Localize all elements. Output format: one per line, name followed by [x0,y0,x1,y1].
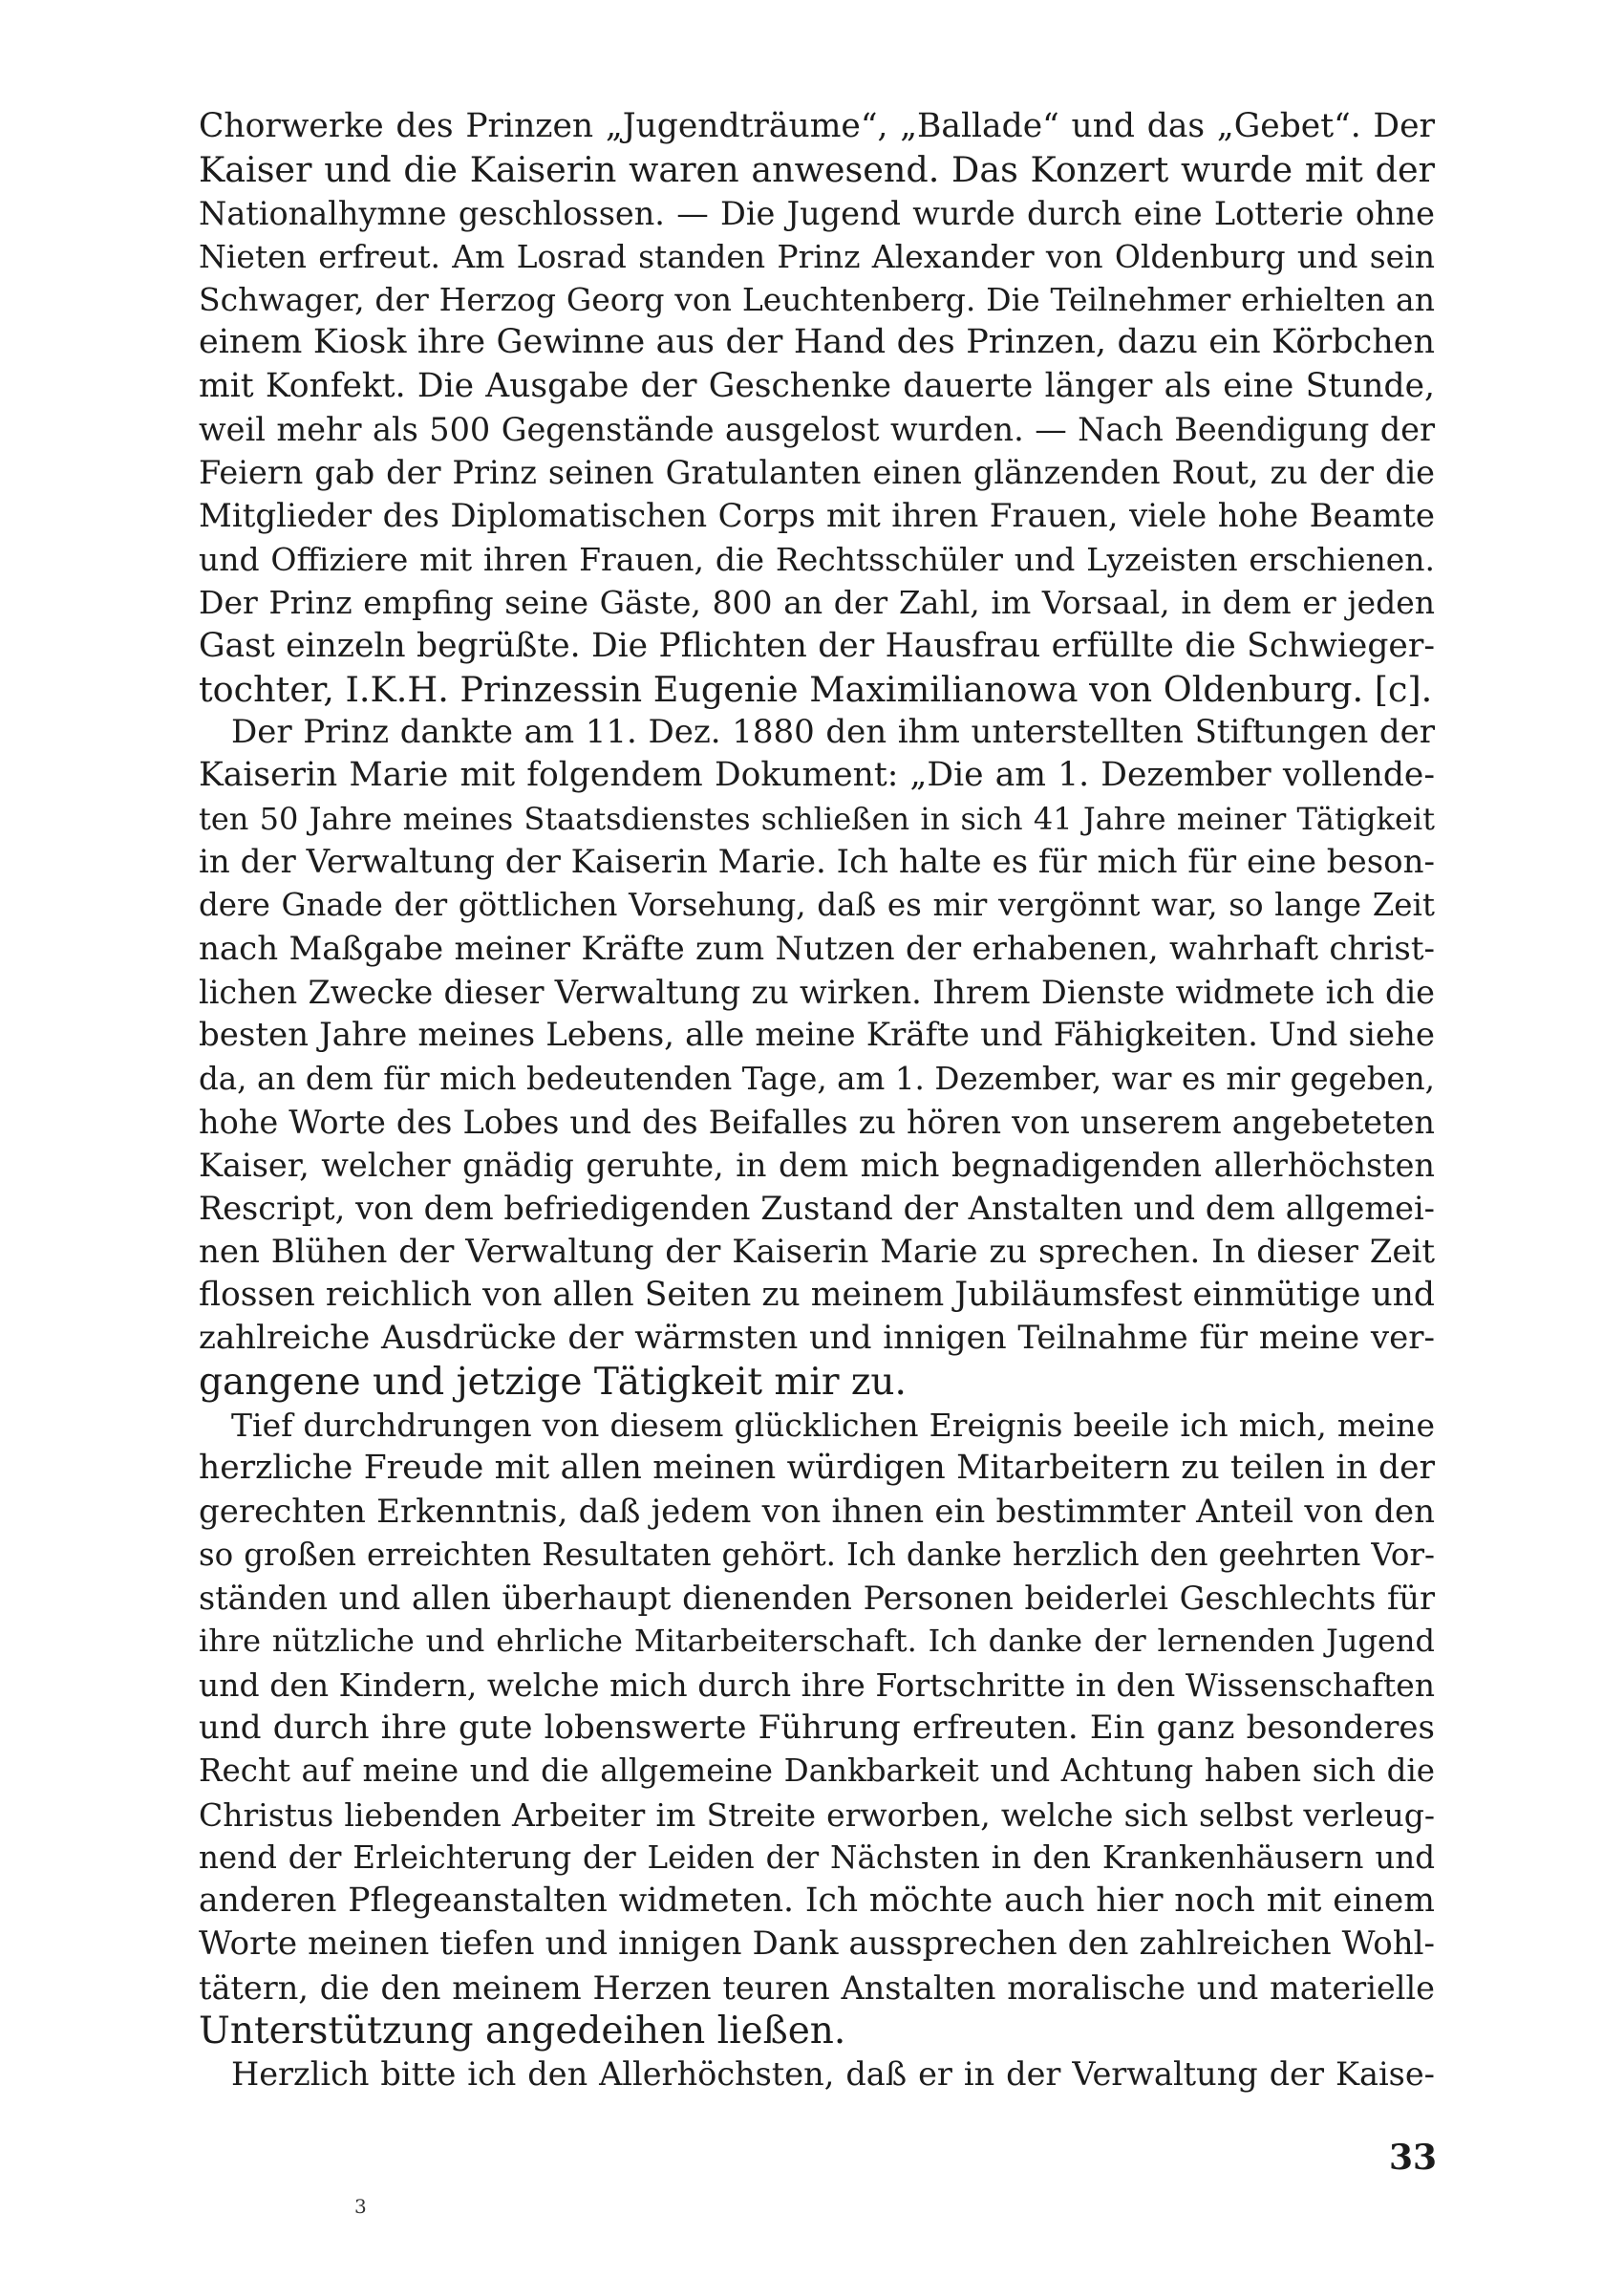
text-line: Unterstützung angedeihen ließen. [199,2010,846,2053]
text-line: Der Prinz empfing seine Gäste, 800 an der Zahl, im Vorsaal, in dem er jeden [199,584,1435,622]
text-line: mit Konfekt. Die Ausgabe der Geschenke dauerte länger als eine Stunde, [199,366,1435,405]
text-line: Nieten erfreut. Am Losrad standen Prinz Alexander von Oldenburg und sein [199,237,1435,275]
page-number: 33 [1389,2138,1438,2178]
text-line: Gast einzeln begrüßte. Die Pflichten der Hausfrau erfüllte die Schwieger- [199,626,1435,665]
text-line: Worte meinen tiefen und innigen Dank aussprechen den zahlreichen Wohl- [199,1924,1435,1964]
text-line: Schwager, der Herzog Georg von Leuchtenberg. Die Teilnehmer erhielten an [199,281,1435,319]
text-line: Rescript, von dem befriedigenden Zustand der Anstalten und dem allgemei- [199,1190,1435,1228]
text-line: Mitglieder des Diplomatischen Corps mit ihren Frauen, viele hohe Beamte [199,496,1435,535]
text-line: hohe Worte des Lobes und des Beifalles zu hören von unserem angebeteten [199,1103,1435,1141]
text-line: lichen Zwecke dieser Verwaltung zu wirken. Ihrem Dienste widmete ich die [199,973,1435,1011]
text-line: und den Kindern, welche mich durch ihre Fortschritte in den Wissenschaften [199,1666,1435,1704]
text-line: so großen erreichten Resultaten gehört. Ich danke herzlich den geehrten Vor- [199,1536,1435,1573]
text-line: flossen reichlich von allen Seiten zu meinem Jubiläumsfest einmütige und [199,1276,1435,1315]
text-line: in der Verwaltung der Kaiserin Marie. Ich halte es für mich für eine beson- [199,843,1435,882]
printer-signature-mark: 3 [354,2195,367,2218]
text-line: einem Kiosk ihre Gewinne aus der Hand des Prinzen, dazu ein Körbchen [199,323,1435,362]
text-line: und durch ihre gute lobenswerte Führung erfreuten. Ein ganz besonderes [199,1708,1435,1747]
text-line: da, an dem für mich bedeutenden Tage, am 1. Dezember, war es mir gegeben, [199,1060,1435,1097]
text-line: ständen und allen überhaupt dienenden Personen beiderlei Geschlechts für [199,1580,1435,1618]
text-line: zahlreiche Ausdrücke der wärmsten und innigen Teilnahme für meine ver- [199,1319,1435,1358]
text-line: ihre nützliche und ehrliche Mitarbeiterschaft. Ich danke der lernenden Jugend [199,1623,1435,1660]
text-line: gerechten Erkenntnis, daß jedem von ihnen ein bestimmter Anteil von den [199,1492,1435,1531]
text-line: herzliche Freude mit allen meinen würdigen Mitarbeitern zu teilen in der [199,1449,1435,1488]
text-line: Der Prinz dankte am 11. Dez. 1880 den ihm unterstellten Stiftungen der [231,713,1435,752]
text-line: und Offiziere mit ihren Frauen, die Rechtsschüler und Lyzeisten erschienen. [199,540,1435,578]
text-line: Christus liebenden Arbeiter im Streite erworben, welche sich selbst verleug- [199,1795,1435,1834]
text-line: besten Jahre meines Lebens, alle meine Kräfte und Fähigkeiten. Und siehe [199,1016,1435,1055]
text-line: anderen Pflegeanstalten widmeten. Ich möchte auch hier noch mit einem [199,1881,1435,1921]
text-line: Feiern gab der Prinz seinen Gratulanten einen glänzenden Rout, zu der die [199,454,1435,492]
text-line: dere Gnade der göttlichen Vorsehung, daß es mir vergönnt war, so lange Zeit [199,887,1435,924]
text-line: Chorwerke des Prinzen „Jugendträume“, „Ballade“ und das „Gebet“. Der [199,107,1435,145]
text-line: gangene und jetzige Tätigkeit mir zu. [199,1360,907,1404]
text-line: Kaiserin Marie mit folgendem Dokument: „Die am 1. Dezember vollende- [199,756,1435,795]
text-line: weil mehr als 500 Gegenstände ausgelost wurden. — Nach Beendigung der [199,411,1435,449]
text-line: Tief durchdrungen von diesem glücklichen Ereignis beeile ich mich, meine [231,1406,1435,1444]
text-line: nend der Erleichterung der Leiden der Nächsten in den Krankenhäusern und [199,1838,1435,1876]
text-line: tätern, die den meinem Herzen teuren Anstalten moralische und materielle [199,1968,1435,2007]
text-line: Nationalhymne geschlossen. — Die Jugend wurde durch eine Lotterie ohne [199,194,1435,232]
text-line: Kaiser, welcher gnädig geruhte, in dem mich begnadigenden allerhöchsten [199,1147,1435,1185]
text-line: Herzlich bitte ich den Allerhöchsten, daß er in der Verwaltung der Kaise- [231,2055,1435,2094]
text-line: nen Blühen der Verwaltung der Kaiserin Marie zu sprechen. In dieser Zeit [199,1232,1435,1271]
page-body-text [199,105,1435,2096]
text-line: ten 50 Jahre meines Staatsdienstes schließen in sich 41 Jahre meiner Tätigkeit [199,800,1435,837]
text-line: nach Maßgabe meiner Kräfte zum Nutzen der erhabenen, wahrhaft christ- [199,929,1435,968]
text-line: Recht auf meine und die allgemeine Dankbarkeit und Achtung haben sich die [199,1752,1435,1790]
text-line: tochter, I.K.H. Prinzessin Eugenie Maximilianowa von Oldenburg. [c]. [199,668,1433,710]
text-line: Kaiser und die Kaiserin waren anwesend. Das Konzert wurde mit der [199,149,1435,191]
